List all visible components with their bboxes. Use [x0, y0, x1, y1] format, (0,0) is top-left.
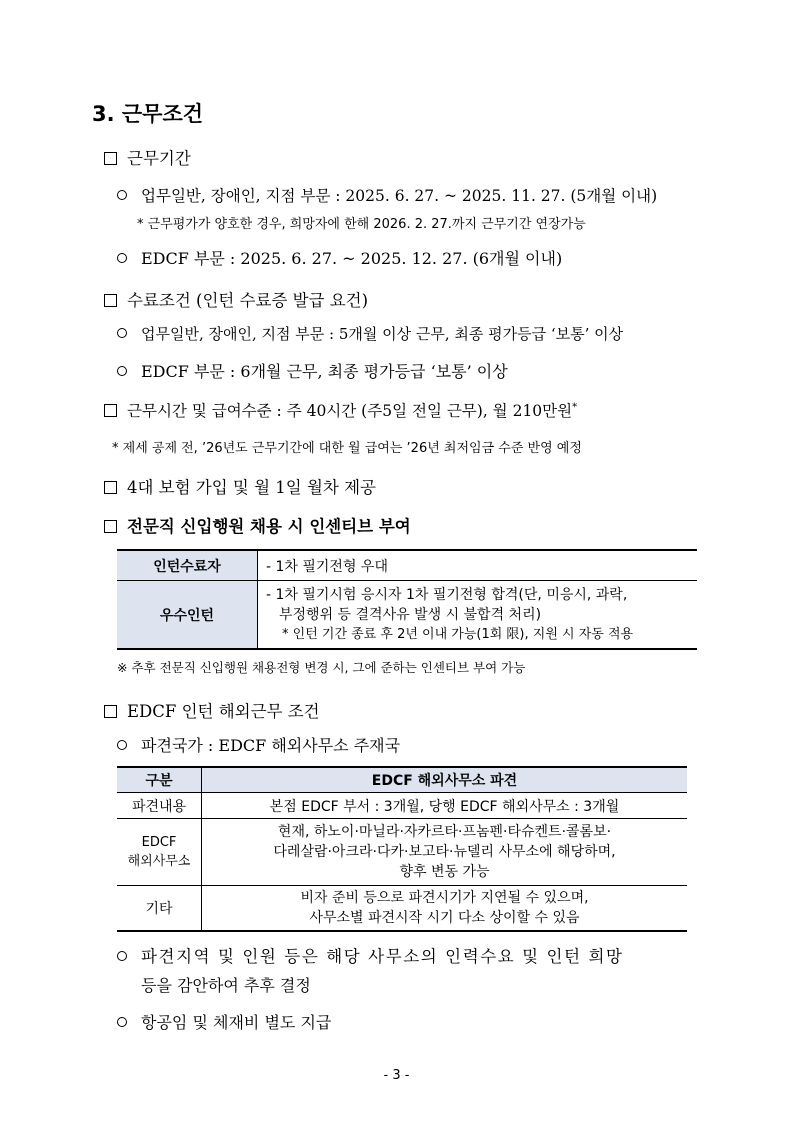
square-bullet-icon	[104, 152, 117, 165]
completion-title: 수료조건 (인턴 수료증 발급 요건)	[104, 287, 368, 311]
overseas-item-country: 파견국가 : EDCF 해외사무소 주재국	[117, 733, 400, 756]
square-bullet-icon	[104, 404, 117, 417]
row-label-line: 해외사무소	[127, 854, 191, 869]
row-value-line: 다레살람·아크라·다카·보고타·뉴델리 사무소에 해당하며,	[273, 844, 616, 860]
circle-bullet-icon	[117, 951, 127, 961]
completion-item-edcf: EDCF 부문 : 6개월 근무, 최종 평가등급 ‘보통’ 이상	[117, 359, 508, 382]
col-header-category: 구분	[117, 767, 202, 793]
row-value-line: 현재, 하노이·마닐라·자카르타·프놈펜·타슈켄트·콜롬보·	[277, 824, 612, 840]
period-note: * 근무평가가 양호한 경우, 희망자에 한해 2026. 2. 27.까지 근무기간 연장가능	[137, 217, 586, 232]
incentive-value-excellent	[258, 581, 698, 650]
incentive-line-note: * 인턴 기간 종료 후 2년 이내 가능(1회 限), 지원 시 자동 적용	[282, 627, 634, 642]
row-label-line: EDCF	[141, 835, 177, 850]
incentive-label-completer: 인턴수료자	[117, 550, 258, 581]
row-value: 본점 EDCF 부서 : 3개월, 당행 EDCF 해외사무소 : 3개월	[202, 793, 688, 819]
overseas-title: EDCF 인턴 해외근무 조건	[104, 698, 320, 722]
circle-bullet-icon	[117, 253, 127, 263]
period-title: 근무기간	[104, 145, 191, 169]
circle-bullet-icon	[117, 190, 127, 200]
square-bullet-icon	[104, 481, 117, 494]
page-number: - 3 -	[383, 1068, 410, 1083]
square-bullet-icon	[104, 294, 117, 307]
incentive-line: 부정행위 등 결격사유 발생 시 불합격 처리)	[279, 607, 542, 623]
overseas-item-airfare: 항공임 및 체재비 별도 지급	[117, 1010, 331, 1033]
section-heading: 3. 근무조건	[92, 102, 204, 126]
insurance-title: 4대 보험 가입 및 월 1일 월차 제공	[104, 474, 376, 498]
circle-bullet-icon	[117, 328, 127, 338]
row-value-line: 향후 변동 가능	[399, 864, 490, 880]
col-header-dispatch: EDCF 해외사무소 파견	[202, 767, 688, 793]
square-bullet-icon	[104, 705, 117, 718]
circle-bullet-icon	[117, 1017, 127, 1027]
row-label	[117, 819, 202, 886]
incentive-label-excellent: 우수인턴	[117, 581, 258, 650]
overseas-item-region: 파견지역 및 인원 등은 해당 사무소의 인력수요 및 인턴 희망	[117, 943, 624, 967]
completion-item-general: 업무일반, 장애인, 지점 부문 : 5개월 이상 근무, 최종 평가등급 ‘보통’ 이상	[117, 323, 623, 344]
table-row	[117, 819, 687, 886]
row-label: 파견내용	[117, 793, 202, 819]
incentive-footnote: ※ 추후 전문직 신입행원 채용전형 변경 시, 그에 준하는 인센티브 부여 가능	[117, 660, 526, 675]
row-label: 기타	[117, 886, 202, 932]
row-value-line: 사무소별 파견시작 시기 다소 상이할 수 있음	[309, 910, 580, 926]
incentive-title: 전문직 신입행원 채용 시 인센티브 부여	[104, 513, 411, 537]
incentive-table	[117, 549, 697, 650]
overseas-table	[117, 766, 687, 932]
table-row	[117, 886, 687, 932]
period-item-general: 업무일반, 장애인, 지점 부문 : 2025. 6. 27. ~ 2025. 11. 27. (5개월 이내)	[117, 184, 657, 206]
row-value-line: 비자 준비 등으로 파견시기가 지연될 수 있으며,	[300, 890, 589, 906]
table-row	[117, 793, 687, 819]
row-value	[202, 886, 688, 932]
table-row	[117, 581, 697, 650]
footnote-mark: *	[572, 401, 578, 413]
period-item-edcf: EDCF 부문 : 2025. 6. 27. ~ 2025. 12. 27. (6개월 이내)	[117, 246, 562, 269]
row-value	[202, 819, 688, 886]
table-row	[117, 550, 697, 581]
circle-bullet-icon	[117, 740, 127, 750]
incentive-line: - 1차 필기시험 응시자 1차 필기전형 합격(단, 미응시, 과락,	[266, 587, 628, 603]
hours-title: 근무시간 및 급여수준 : 주 40시간 (주5일 전일 근무), 월 210만원*	[104, 399, 577, 421]
table-header-row	[117, 767, 687, 793]
circle-bullet-icon	[117, 366, 127, 376]
overseas-item-region-cont: 등을 감안하여 추후 결정	[141, 976, 311, 995]
incentive-value-completer: - 1차 필기전형 우대	[258, 550, 698, 581]
hours-note: * 제세 공제 전, ’26년도 근무기간에 대한 월 급여는 ’26년 최저임금 수준 반영 예정	[112, 441, 582, 456]
square-bullet-icon	[104, 520, 117, 533]
